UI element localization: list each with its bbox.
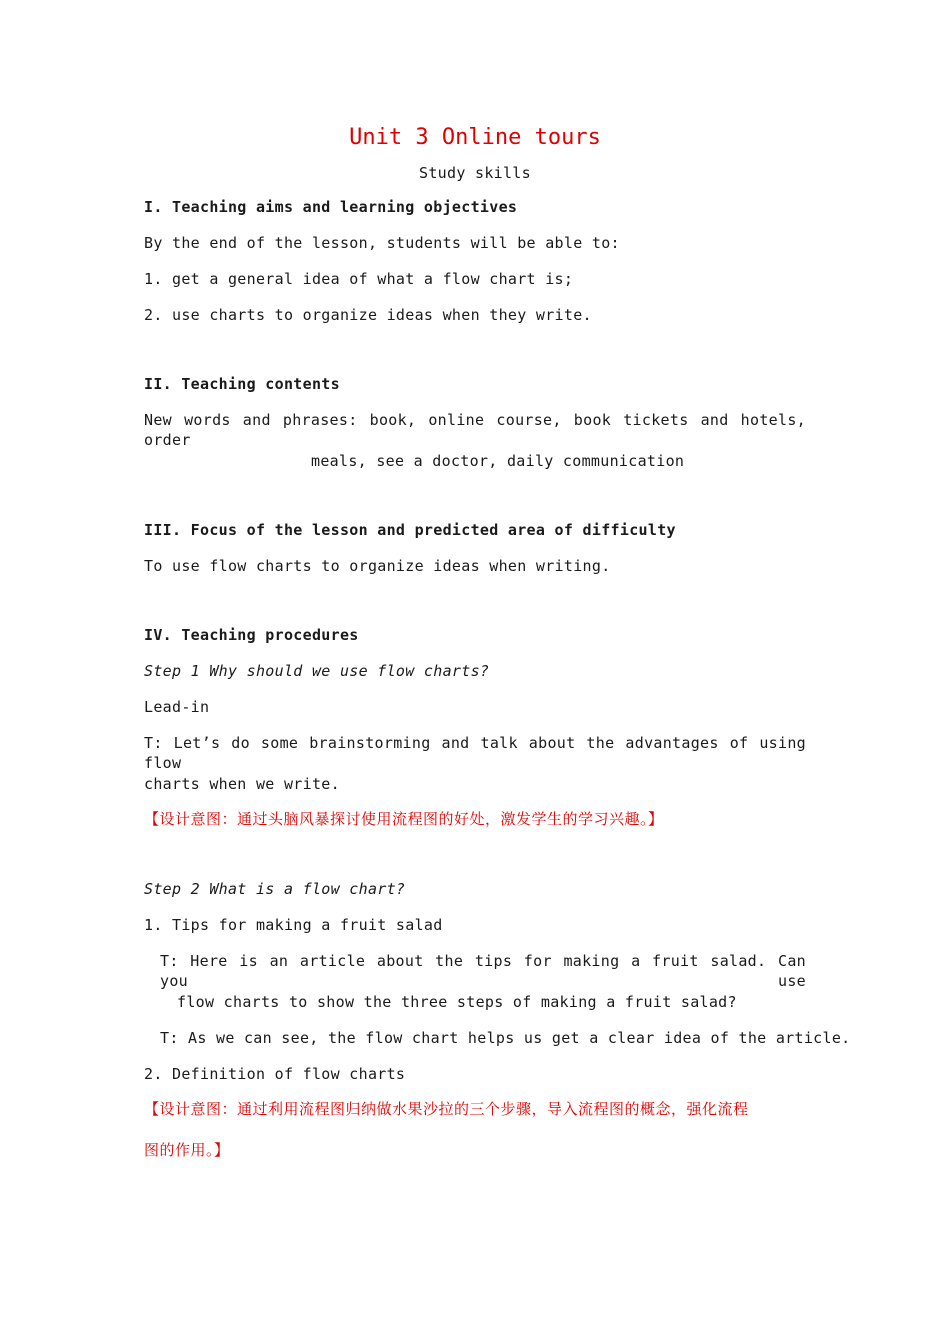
step-1-teacher-line-2: charts when we write. [144, 775, 340, 793]
step-2-teacher-line-1: T: Here is an article about the tips for making a fruit salad. Can you use [160, 952, 806, 990]
objective-item-1: 1. get a general idea of what a flow chart is; [144, 270, 574, 288]
step-2-design-note-line-2: 图的作用。】 [144, 1141, 230, 1159]
document-subtitle: Study skills [419, 164, 531, 182]
section-1-intro: By the end of the lesson, students will be able to: [144, 234, 620, 252]
section-2-line-2: meals, see a doctor, daily communication [311, 452, 685, 470]
step-2-item-1: 1. Tips for making a fruit salad [144, 916, 443, 934]
section-2-heading: II. Teaching contents [144, 375, 340, 393]
section-3-text: To use flow charts to organize ideas when writing. [144, 557, 611, 575]
step-2-design-note-line-1: 【设计意图：通过利用流程图归纳做水果沙拉的三个步骤，导入流程图的概念，强化流程 [144, 1100, 749, 1118]
step-2-item-2: 2. Definition of flow charts [144, 1065, 406, 1083]
step-1-title: Step 1 Why should we use flow charts? [144, 662, 490, 680]
section-3-heading: III. Focus of the lesson and predicted area of difficulty [144, 521, 676, 539]
document-title: Unit 3 Online tours [349, 125, 601, 150]
step-1-teacher-line-1: T: Let’s do some brainstorming and talk about the advantages of using flow [144, 734, 806, 772]
objective-item-2: 2. use charts to organize ideas when they write. [144, 306, 592, 324]
step-2-teacher-line-3: T: As we can see, the flow chart helps us get a clear idea of the article. [160, 1029, 851, 1047]
section-1-heading: I. Teaching aims and learning objectives [144, 198, 518, 216]
section-2-line-1: New words and phrases: book, online course, book tickets and hotels, order [144, 411, 806, 449]
step-1-leadin: Lead-in [144, 698, 210, 716]
step-2-title: Step 2 What is a flow chart? [144, 880, 406, 898]
step-2-teacher-line-2: flow charts to show the three steps of making a fruit salad? [177, 993, 737, 1011]
section-4-heading: IV. Teaching procedures [144, 626, 359, 644]
step-1-design-note: 【设计意图：通过头脑风暴探讨使用流程图的好处，激发学生的学习兴趣。】 [144, 810, 664, 828]
